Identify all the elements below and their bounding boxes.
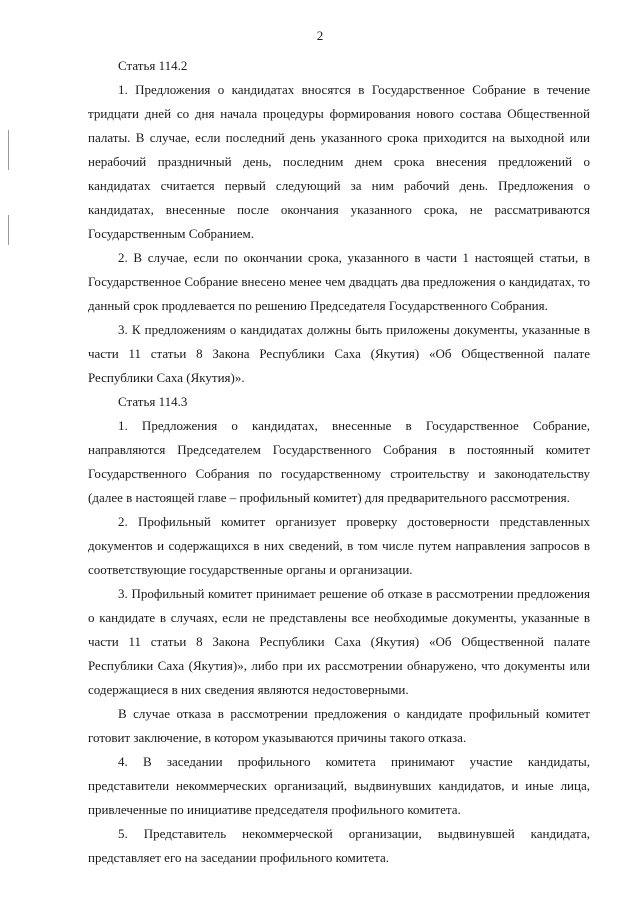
article-heading: Статья 114.3 <box>118 394 188 409</box>
paragraph: 5. Представитель некоммерческой организации, выдвинувшей кандидата, представляет его на заседании профильного комитета. <box>88 826 590 865</box>
document-body <box>88 54 590 870</box>
paragraph: 1. Предложения о кандидатах, внесенные в Государственное Собрание, направляются Председателем Государственного Собрания в постоянный комитет Государственного Собрания по государственному строительству и законодательству (далее в настоящей главе – профильный комитет) для предварительного рассмотрения. <box>88 418 590 505</box>
page-number: 2 <box>316 28 324 43</box>
paragraph: 3. Профильный комитет принимает решение об отказе в рассмотрении предложения о кандидате в случаях, если не представлены все необходимые документы, указанные в части 11 статьи 8 Закона Республики Саха (Якутия) «Об Общественной палате Республики Саха (Якутия)», либо при их рассмотрении обнаружено, что документы или содержащиеся в них сведения являются недостоверными. <box>88 586 590 697</box>
paragraph: 1. Предложения о кандидатах вносятся в Государственное Собрание в течение тридцати дней со дня начала процедуры формирования нового состава Общественной палаты. В случае, если последний день указанного срока приходится на выходной или нерабочий праздничный день, последним днем срока внесения предложений о кандидатах считается первый следующий за ним рабочий день. Предложения о кандидатах, внесенные после окончания указанного срока, не рассматриваются Государственным Собранием. <box>88 82 590 241</box>
paragraph: 3. К предложениям о кандидатах должны быть приложены документы, указанные в части 11 статьи 8 Закона Республики Саха (Якутия) «Об Общественной палате Республики Саха (Якутия)». <box>88 322 590 385</box>
paragraph: В случае отказа в рассмотрении предложения о кандидате профильный комитет готовит заключение, в котором указываются причины такого отказа. <box>88 706 590 745</box>
paragraph: 2. В случае, если по окончании срока, указанного в части 1 настоящей статьи, в Государственное Собрание внесено менее чем двадцать два предложения о кандидатах, то данный срок продлевается по решению Председателя Государственного Собрания. <box>88 250 590 313</box>
margin-mark <box>8 215 9 245</box>
paragraph: 2. Профильный комитет организует проверку достоверности представленных документов и содержащихся в них сведений, в том числе путем направления запросов в соответствующие государственные органы и организации. <box>88 514 590 577</box>
article-heading: Статья 114.2 <box>118 58 188 73</box>
paragraph: 4. В заседании профильного комитета принимают участие кандидаты, представители некоммерческих организаций, выдвинувших кандидатов, и иные лица, привлеченные по инициативе председателя профильного комитета. <box>88 754 590 817</box>
margin-mark <box>8 130 9 170</box>
